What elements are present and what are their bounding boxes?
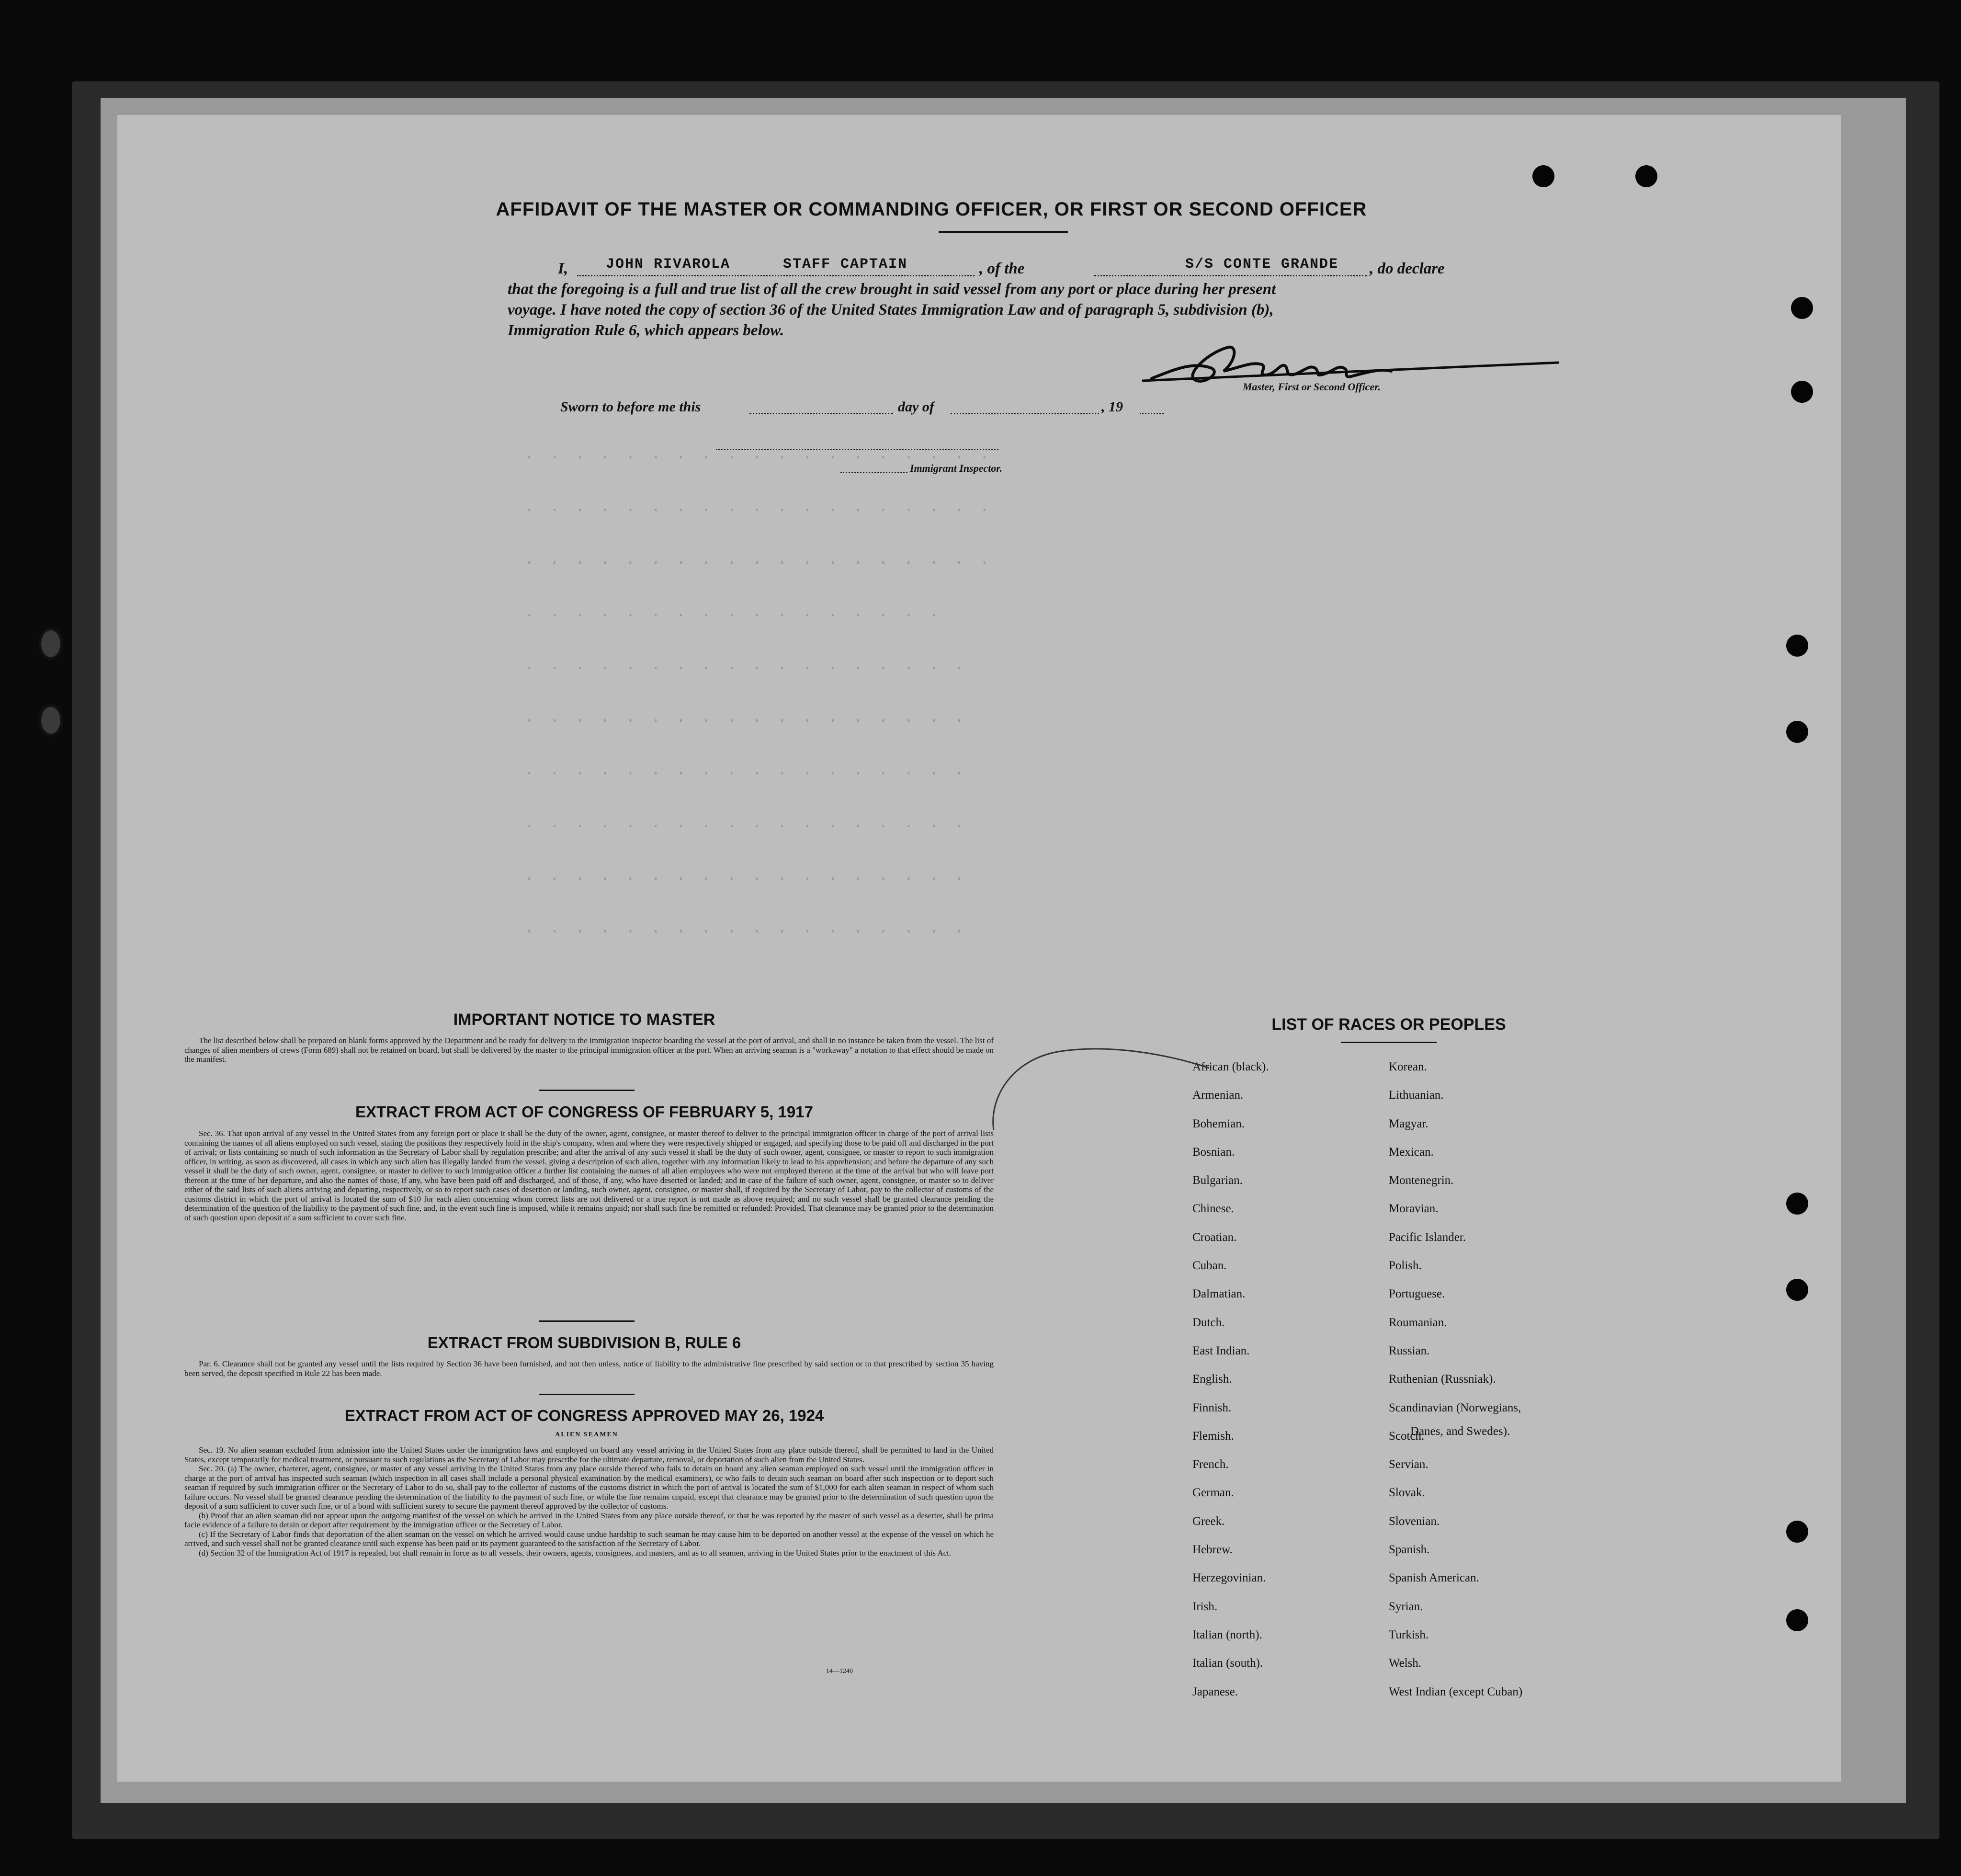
race-item: Slovak. — [1389, 1486, 1425, 1500]
punch-hole — [1532, 165, 1554, 187]
race-item: East Indian. — [1192, 1344, 1250, 1357]
punch-hole — [1786, 721, 1808, 743]
affidavit-line-2: that the foregoing is a full and true list of all the crew brought in said vessel from any port or place during her present — [508, 281, 1276, 298]
race-item: Welsh. — [1389, 1657, 1422, 1670]
affidavit-prefix: I, — [558, 260, 568, 277]
race-item: Moravian. — [1389, 1202, 1439, 1216]
race-item: Pacific Islander. — [1389, 1230, 1466, 1244]
race-item: Slovenian. — [1389, 1514, 1440, 1528]
bleed-through-text: . . . . . . . . . . . . . . . . . . — [524, 709, 967, 727]
extract-rule6-text: Par. 6. Clearance shall not be granted any vessel until the lists required by Section 36 have been furnished, and not then unless, notice of liability to the administrative fine prescribed by said section or to that prescribed by section 35 having been served, the deposit specified in Rule 22 has been made. — [184, 1359, 994, 1378]
races-title: LIST OF RACES OR PEOPLES — [1271, 1015, 1506, 1034]
race-item: Dalmatian. — [1192, 1287, 1246, 1301]
bleed-through-text: . . . . . . . . . . . . . . . . . . . — [524, 551, 992, 569]
extract-rule6-title: EXTRACT FROM SUBDIVISION B, RULE 6 — [427, 1334, 741, 1352]
races-list-left — [1192, 1061, 1269, 1714]
affidavit-of-the: , of the — [979, 260, 1025, 277]
bleed-through-text: . . . . . . . . . . . . . . . . . . — [524, 762, 967, 780]
inspector-caption: Immigrant Inspector. — [910, 462, 1003, 474]
race-item: Montenegrin. — [1389, 1174, 1454, 1187]
bleed-through-text: . . . . . . . . . . . . . . . . . . — [524, 656, 967, 674]
race-item: Lithuanian. — [1389, 1089, 1444, 1102]
punch-hole — [1635, 165, 1657, 187]
race-item: Scandinavian (Norwegians, — [1389, 1401, 1521, 1414]
race-item: Spanish American. — [1389, 1571, 1479, 1585]
extract-1924-paragraph: (c) If the Secretary of Labor finds that deportation of the alien seaman on the vessel on which he arrived would cause undue hardship to such seaman he may cause him to be deported on another vessel at the expense of the vessel on which he arrived, and such vessel shall not be granted clearance until such expense has been paid or its payment guaranteed to the satisfaction of the Secretary of Labor. — [184, 1529, 994, 1548]
race-item: English. — [1192, 1373, 1232, 1386]
officer-rank: STAFF CAPTAIN — [783, 256, 908, 273]
extract-1917-text: Sec. 36. That upon arrival of any vessel in the United States from any foreign port or place it shall be the duty of the owner, agent, consignee, or master thereof to deliver to the principal immigration officer in charge of the port of arrival lists containing the names of all aliens employed on such vessel, stating the positions they respectively hold in the ship's company, when and where they were respectively shipped or engaged, and specifying those to be paid off and discharged in the port of arrival; or lists containing so much of such information as the Secretary of Labor shall by regulation prescribe; and after the arrival of any such vessel it shall be the duty of such owner, agent, consignee, or master to report to such immigration officer, in writing, as soon as discovered, all cases in which any such alien has illegally landed from the vessel, giving a description of such alien, together with any information likely to lead to his apprehension; and before the departure of any such vessel it shall be the duty of such owner, agent, consignee, or master to deliver to such immigration officer a further list containing the names of all alien employees who were not employed thereon at the time of the arrival but who will leave port thereon at the time of her departure, and also the names of those, if any, who have been paid off and discharged, and of those, if any, who have deserted or landed; and in case of the failure of such owner, agent, consignee, or master so to deliver either of the said lists of such aliens arriving and departing, respectively, or so to report such cases of desertion or landing, such owner, agent, consignee, or master shall, if required by the Secretary of Labor, pay to the collector of customs of the customs district in which the port of arrival is located the sum of $10 for each alien concerning whom correct lists are not delivered or a true report is not made as above required; and no such vessel shall be granted clearance pending the determination of the question of the liability to the payment of such fine, and, in the event such fine is imposed, while it remains unpaid; nor shall such fine be remitted or refunded: Provided, That clearance may be granted prior to the determination of such question upon deposit of a sum sufficient to cover such fine. — [184, 1129, 994, 1222]
race-item: Hebrew. — [1192, 1543, 1233, 1557]
affidavit-do-declare: , do declare — [1370, 260, 1445, 277]
race-item: Spanish. — [1389, 1543, 1430, 1557]
binder-ring-upper — [38, 627, 63, 660]
extract-1924-title: EXTRACT FROM ACT OF CONGRESS APPROVED MAY 26, 1924 — [344, 1407, 824, 1424]
vessel-name-line — [1094, 275, 1367, 276]
race-item: Italian (north). — [1192, 1628, 1262, 1641]
race-item: Irish. — [1192, 1600, 1218, 1613]
race-item: Servian. — [1389, 1458, 1428, 1471]
bleed-through-text: . . . . . . . . . . . . . . . . . . — [524, 920, 967, 938]
race-item: Mexican. — [1389, 1145, 1434, 1159]
race-item: Japanese. — [1192, 1685, 1238, 1698]
vessel-name: S/S CONTE GRANDE — [1185, 256, 1339, 273]
races-divider — [1341, 1042, 1437, 1043]
race-item: Russian. — [1389, 1344, 1430, 1357]
punch-hole — [1786, 635, 1808, 657]
notice-text: The list described below shall be prepared on blank forms approved by the Department and be ready for delivery to the immigration inspector boarding the vessel at the port of arrival, and shall in no instance be taken from the vessel. The list of changes of alien members of crews (Form 689) shall not be retained on board, but shall be delivered by the master to the principal immigration officer at the port. When an arriving seaman is a "workaway" a notation to that effect should be made on the manifest. — [184, 1036, 994, 1064]
affidavit-title: AFFIDAVIT OF THE MASTER OR COMMANDING OFFICER, OR FIRST OR SECOND OFFICER — [496, 199, 1367, 220]
race-item: West Indian (except Cuban) — [1389, 1685, 1523, 1698]
race-item: Polish. — [1389, 1259, 1422, 1273]
race-item: Italian (south). — [1192, 1657, 1263, 1670]
affidavit-line-3: voyage. I have noted the copy of section 36 of the United States Immigration Law and of paragraph 5, subdivision (b), — [508, 301, 1274, 318]
extract-1924-subtitle: ALIEN SEAMEN — [555, 1431, 618, 1438]
race-item: Cuban. — [1192, 1259, 1227, 1273]
race-item: Herzegovinian. — [1192, 1571, 1266, 1585]
notice-divider — [539, 1090, 635, 1091]
punch-hole — [1791, 297, 1813, 319]
binder-ring-lower — [38, 704, 63, 737]
extract-1917-title: EXTRACT FROM ACT OF CONGRESS OF FEBRUARY 5, 1917 — [355, 1103, 813, 1121]
punch-hole — [1786, 1609, 1808, 1631]
extract-rule6-divider — [539, 1394, 635, 1395]
race-item: Ruthenian (Russniak). — [1389, 1373, 1496, 1386]
bleed-through-text: . . . . . . . . . . . . . . . . . — [524, 603, 942, 622]
race-item: Portuguese. — [1389, 1287, 1445, 1301]
race-item: Bosnian. — [1192, 1145, 1235, 1159]
race-item: African (black). — [1192, 1060, 1269, 1073]
affidavit-line-4: Immigration Rule 6, which appears below. — [508, 322, 784, 339]
sworn-month-line — [951, 413, 1099, 414]
race-item: Dutch. — [1192, 1316, 1225, 1329]
sworn-year-line — [1140, 413, 1164, 414]
race-item: French. — [1192, 1458, 1229, 1471]
race-item: Magyar. — [1389, 1117, 1428, 1130]
extract-1924-paragraph: (b) Proof that an alien seaman did not appear upon the outgoing manifest of the vessel on which he arrived in the United States from any place outside thereof, or that he was reported by the master of such vessel as a deserter, shall be prima facie evidence of a failure to detain or deport after requirement by the immigration officer or the Secretary of Labor. — [184, 1511, 994, 1529]
race-item-continuation: Danes, and Swedes). — [1410, 1425, 1510, 1438]
race-item: Armenian. — [1192, 1089, 1244, 1102]
officer-name-line — [577, 275, 975, 276]
race-item: Roumanian. — [1389, 1316, 1447, 1329]
race-item: Flemish. — [1192, 1429, 1234, 1443]
inspector-signature-line — [716, 449, 998, 450]
race-item: Finnish. — [1192, 1401, 1232, 1414]
race-item: Bulgarian. — [1192, 1174, 1243, 1187]
race-item: Turkish. — [1389, 1628, 1429, 1641]
race-item: Chinese. — [1192, 1202, 1234, 1216]
sworn-day-label: day of — [898, 399, 934, 415]
race-item: Croatian. — [1192, 1230, 1237, 1244]
race-item: Greek. — [1192, 1514, 1225, 1528]
extract-1924-text — [184, 1445, 994, 1558]
extract-1924-paragraph: (d) Section 32 of the Immigration Act of 1917 is repealed, but shall remain in force as to all vessels, their owners, agents, consignees, and masters, and as to all seamen, arriving in the United States prior to the enactment of this Act. — [199, 1548, 952, 1558]
inspector-caption-line — [840, 472, 907, 473]
bleed-through-text: . . . . . . . . . . . . . . . . . . . — [524, 498, 992, 516]
extract-1924-paragraph: Sec. 19. No alien seaman excluded from admission into the United States under the immigration laws and employed on board any vessel arriving in the United States from any place outside thereof, shall be permitted to land in the United States, except temporarily for medical treatment, or pursuant to such regulations as the Secretary of Labor may prescribe for the ultimate departure, removal, or deportation of such alien from the United States. — [184, 1445, 994, 1464]
race-item: Scotch. — [1389, 1429, 1425, 1443]
races-list-right — [1389, 1061, 1522, 1714]
race-item: Bohemian. — [1192, 1117, 1245, 1130]
officer-name: JOHN RIVAROLA — [606, 256, 731, 273]
notice-title: IMPORTANT NOTICE TO MASTER — [453, 1011, 715, 1029]
extract-1917-divider — [539, 1320, 635, 1322]
punch-hole — [1791, 381, 1813, 403]
race-item: German. — [1192, 1486, 1234, 1500]
form-number: 14—1240 — [826, 1668, 853, 1675]
sworn-prefix: Sworn to before me this — [560, 399, 701, 415]
punch-hole — [1786, 1521, 1808, 1543]
manifest-back-page — [117, 115, 1841, 1782]
bleed-through-text: . . . . . . . . . . . . . . . . . . . — [524, 445, 992, 464]
punch-hole — [1786, 1279, 1808, 1301]
extract-1924-paragraph: Sec. 20. (a) The owner, charterer, agent, consignee, or master of any vessel arriving in the United States from any place outside thereof who fails to detain on board any alien seaman employed on such vessel until the immigration officer in charge at the port of arrival has inspected such seaman (which inspection in all cases shall include a personal physical examination by the medical examiners), or who fails to detain such seaman on board after such inspection or to deport such seaman if required by such immigration officer or the Secretary of Labor to do so, shall pay to the collector of customs of the customs district in which the port of arrival is located the sum of $1,000 for each alien seaman in respect of whom such failure occurs. No vessel shall be granted clearance pending the determination of the liability to the payment of such fine, or while the fine remains unpaid, except that clearance may be granted prior to the determination of such question upon the deposit of a sum sufficient to cover such fine, or of a bond with sufficient surety to secure the payment thereof approved by the collector of customs. — [184, 1464, 994, 1511]
race-item: Syrian. — [1389, 1600, 1423, 1613]
title-underline — [939, 231, 1068, 233]
sworn-year-label: , 19 — [1101, 399, 1123, 415]
punch-hole — [1786, 1193, 1808, 1215]
pencil-stroke — [984, 1039, 1224, 1135]
bleed-through-text: . . . . . . . . . . . . . . . . . . — [524, 814, 967, 832]
bleed-through-text: . . . . . . . . . . . . . . . . . . — [524, 867, 967, 885]
signature-caption: Master, First or Second Officer. — [1243, 381, 1381, 393]
sworn-day-line — [749, 413, 893, 414]
race-item: Korean. — [1389, 1060, 1427, 1073]
